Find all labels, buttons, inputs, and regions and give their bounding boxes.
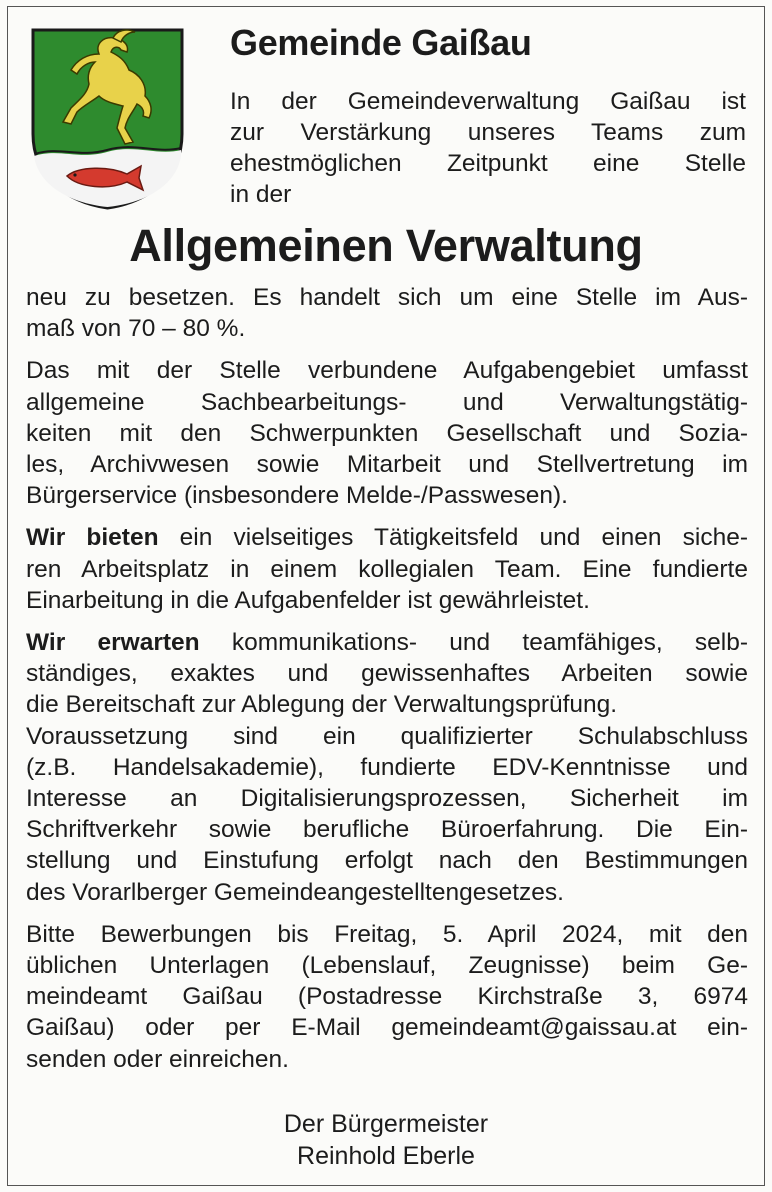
text-line: stellung und Einstufung erfolgt nach den Bestimmungen	[26, 847, 748, 875]
text-line: Schriftverkehr sowie berufliche Büroerfahrung. Die Ein-	[26, 816, 748, 844]
text-fragment: kommunikations- und teamfähiges, selb-	[199, 629, 748, 657]
position-heading: Allgemeinen Verwaltung	[129, 220, 643, 271]
text-line: Bitte Bewerbungen bis Freitag, 5. April 2024, mit den	[26, 920, 748, 948]
municipality-title: Gemeinde Gaißau	[230, 22, 532, 63]
text-line: Voraussetzung sind ein qualifizierter Schulabschluss	[26, 722, 748, 750]
signature-name: Reinhold Eberle	[297, 1142, 475, 1170]
intro-line: in der	[230, 181, 292, 208]
text-line: ständiges, exaktes und gewissenhaftes Arbeiten sowie	[26, 660, 748, 688]
coat-of-arms-icon	[29, 26, 186, 210]
text-line: senden oder einreichen.	[26, 1045, 289, 1073]
text-line	[26, 522, 748, 553]
text-line: maß von 70 – 80 %.	[26, 315, 246, 343]
paragraph-scope	[26, 282, 748, 344]
text-line: keiten mit den Schwerpunkten Gesellschaft und Sozia-	[26, 419, 748, 447]
intro-text	[230, 86, 746, 210]
text-line: Gaißau) oder per E-Mail gemeindeamt@gaissau.at ein-	[26, 1014, 748, 1042]
text-line: Bürgerservice (insbesondere Melde-/Passwesen).	[26, 482, 568, 510]
expect-label: Wir erwarten	[26, 629, 200, 657]
text-fragment: ein vielseitiges Tätigkeitsfeld und einen siche-	[158, 524, 748, 552]
paragraph-offer	[26, 522, 748, 616]
text-line	[26, 627, 748, 658]
text-line: (z.B. Handelsakademie), fundierte EDV-Kenntnisse und	[26, 753, 748, 781]
job-description	[26, 282, 748, 1086]
text-line: les, Archivwesen sowie Mitarbeit und Stellvertretung im	[26, 451, 748, 479]
text-line: meindeamt Gaißau (Postadresse Kirchstraße 3, 6974	[26, 983, 748, 1011]
text-line: Das mit der Stelle verbundene Aufgabengebiet umfasst	[26, 357, 748, 385]
intro-line: In der Gemeindeverwaltung Gaißau ist	[230, 88, 746, 115]
text-line: die Bereitschaft zur Ablegung der Verwaltungsprüfung.	[26, 691, 618, 719]
offer-label: Wir bieten	[26, 524, 159, 552]
text-line: des Vorarlberger Gemeindeangestelltengesetzes.	[26, 878, 564, 906]
intro-line: zur Verstärkung unseres Teams zum	[230, 119, 746, 146]
text-line: neu zu besetzen. Es handelt sich um eine Stelle im Aus-	[26, 284, 748, 311]
signature-block	[0, 1108, 772, 1172]
text-line: üblichen Unterlagen (Lebenslauf, Zeugnisse) beim Ge-	[26, 952, 748, 980]
paragraph-requirements	[26, 627, 748, 908]
intro-line: ehestmöglichen Zeitpunkt eine Stelle	[230, 150, 746, 177]
paragraph-duties	[26, 355, 748, 511]
text-line: ren Arbeitsplatz in einem kollegialen Team. Eine fundierte	[26, 555, 748, 583]
text-line: Einarbeitung in die Aufgabenfelder ist gewährleistet.	[26, 586, 590, 614]
paragraph-application	[26, 919, 748, 1075]
text-line: Interesse an Digitalisierungsprozessen, Sicherheit im	[26, 785, 748, 813]
signature-role: Der Bürgermeister	[283, 1110, 489, 1138]
text-line: allgemeine Sachbearbeitungs- und Verwaltungstätig-	[26, 388, 748, 416]
